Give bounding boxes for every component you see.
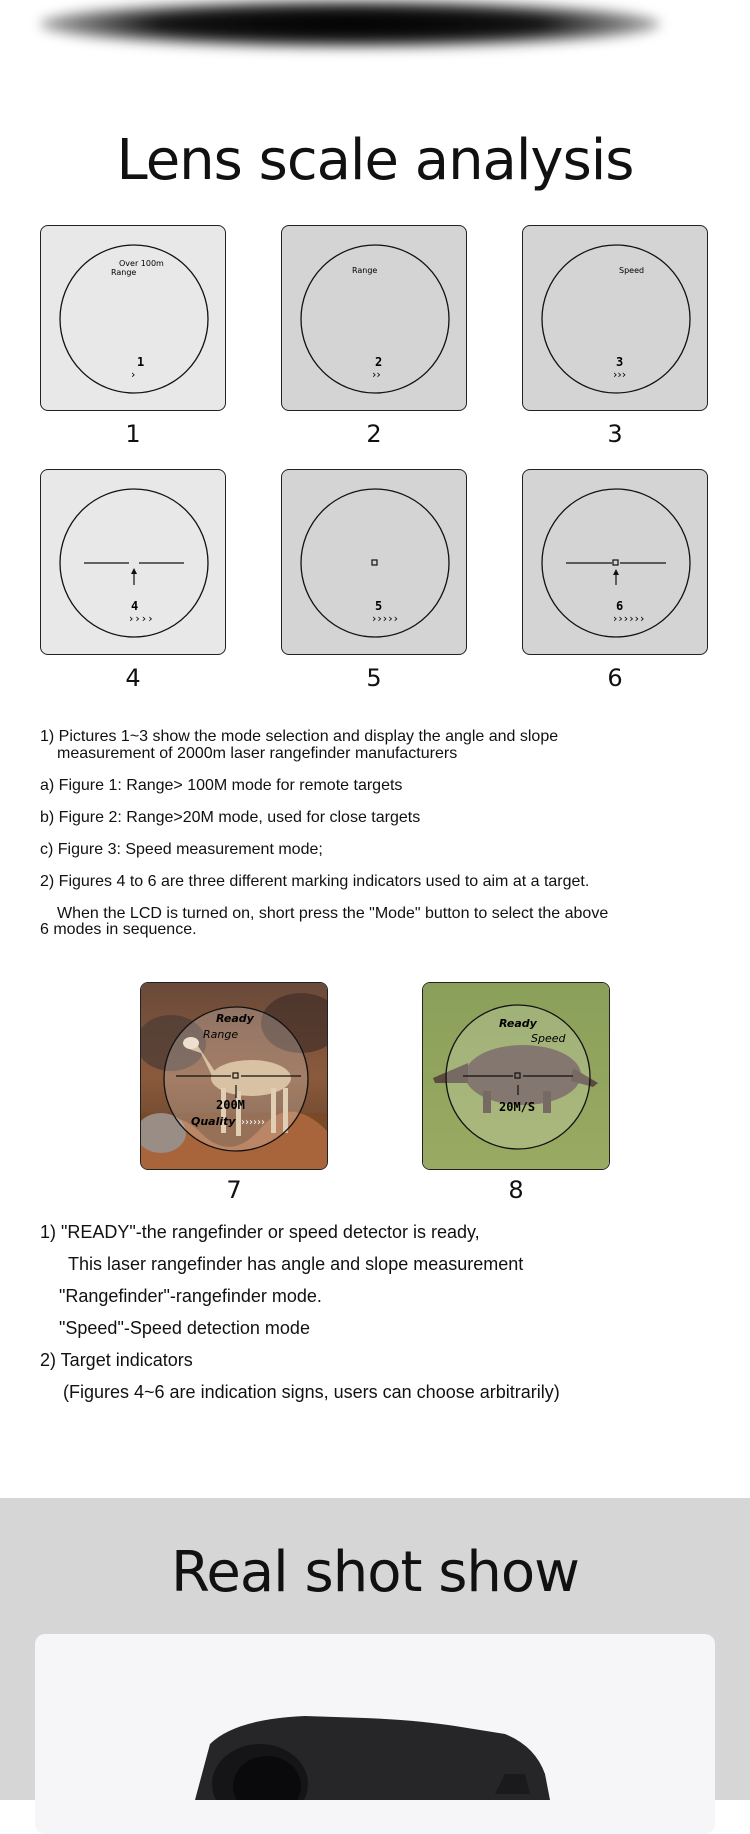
section-title-real-shot: Real shot show [171,1540,579,1605]
photo-8-boar [422,982,610,1170]
photo-8-mode-label: Speed [531,1032,566,1045]
photo-7-ready-label: Ready [216,1012,254,1025]
panel-1-digit: 1 [137,355,145,369]
desc2-line4: "Speed"-Speed detection mode [59,1318,310,1338]
figure-number-5: 5 [366,664,382,692]
lens-panel-3 [522,225,708,411]
figure-number-3: 3 [607,420,623,448]
panel-3-arrows: ››› [613,368,627,381]
panel-1-top-text: Over 100m [119,259,164,268]
figure-number-1: 1 [125,420,141,448]
panel-2-arrows: ›› [372,368,381,381]
panel-6-digit: 6 [616,599,624,613]
desc1-item-a: a) Figure 1: Range> 100M mode for remote targets [40,777,403,794]
panel-4-arrows: ›››› [129,612,155,625]
lens-panel-2 [281,225,467,411]
panel-1-top-text2: Range [111,268,137,277]
panel-3-top-text: Speed [619,266,645,275]
figure-number-8: 8 [508,1176,524,1204]
desc2-line3: "Rangefinder"-rangefinder mode. [59,1286,322,1306]
desc2-line6: (Figures 4~6 are indication signs, users can choose arbitrarily) [63,1382,560,1402]
panel-2-digit: 2 [375,355,383,369]
lens-panel-6 [522,469,708,655]
figure-number-7: 7 [226,1176,242,1204]
top-product-shadow [40,0,660,48]
lens-panel-4 [40,469,226,655]
photo-7-reading: 200M [216,1098,245,1112]
panel-5-digit: 5 [375,599,383,613]
desc2-line1: 1) "READY"-the rangefinder or speed detector is ready, [40,1222,480,1242]
photo-7-arrows: ›››››› [241,1117,265,1128]
desc1-item-b: b) Figure 2: Range>20M mode, used for close targets [40,809,421,826]
desc1-line3b: 6 modes in sequence. [40,921,197,938]
desc2-line2: This laser rangefinder has angle and slope measurement [68,1254,524,1274]
panel-3-digit: 3 [616,355,624,369]
photo-7-mode-label: Range [203,1028,239,1041]
section-title-lens-scale: Lens scale analysis [116,128,634,193]
desc1-line2: 2) Figures 4 to 6 are three different marking indicators used to aim at a target. [40,873,590,890]
desc2-line5: 2) Target indicators [40,1350,193,1370]
desc1-item-c: c) Figure 3: Speed measurement mode; [40,841,323,858]
figure-number-4: 4 [125,664,141,692]
figure-number-6: 6 [607,664,623,692]
photo-7-deer [140,982,328,1170]
desc1-line1b: measurement of 2000m laser rangefinder manufacturers [57,745,458,762]
panel-5-arrows: ››››› [372,612,399,625]
photo-7-quality-label: Quality [191,1115,236,1128]
lens-panel-5 [281,469,467,655]
panel-6-arrows: ›››››› [613,612,646,625]
panel-1-arrows: › [131,368,136,381]
lens-panel-1 [40,225,226,411]
photo-8-ready-label: Ready [499,1017,537,1030]
desc1-line1a: 1) Pictures 1~3 show the mode selection and display the angle and slope [40,728,559,745]
photo-8-reading: 20M/S [499,1100,536,1114]
desc1-line3a: When the LCD is turned on, short press the "Mode" button to select the above [57,905,609,922]
panel-4-digit: 4 [131,599,139,613]
product-photo-card [35,1634,715,1834]
figure-number-2: 2 [366,420,382,448]
panel-2-top-text: Range [352,266,378,275]
